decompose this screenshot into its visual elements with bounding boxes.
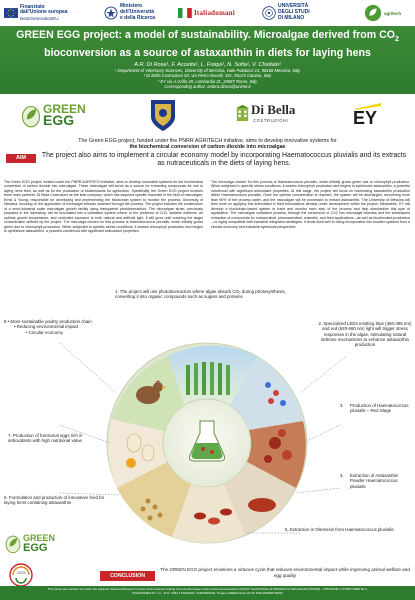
unimi-line2: DEGLI STUDI xyxy=(278,9,310,16)
unime-crest-icon xyxy=(148,97,178,133)
corresponding-author: Corresponding author: ambra.dirosa@unime.it xyxy=(164,83,251,89)
aim-text: The project also aims to implement a circular economy model by incorporating Haematococcus pluvialis and its extracts as nutraceuticals in the diets of laying hens. xyxy=(41,152,407,168)
affiliation-1: ¹ Department of Veterinary Sciences, University of Messina, viale Palatucci 13, 98168 Messina, Italy xyxy=(114,68,301,74)
intro-line1: The Green EGG project, funded under the PNRR AGRITECH initiative, aims to develop innovative systems for xyxy=(78,138,337,144)
eu-logo-line2: dall'Unione europea xyxy=(20,9,68,16)
sponsor-logos-bar xyxy=(0,0,415,26)
unimi-seal-icon xyxy=(262,6,276,20)
dibella-subtitle: COSTRUZIONI xyxy=(253,118,289,123)
small-logo-egg: EGG xyxy=(23,542,48,554)
italian-emblem-icon xyxy=(104,6,118,20)
step-8-block xyxy=(4,319,114,335)
affiliation-3: ³ EY via A.Grillo 49, Lombardia 31, 20087 Rome, Italy xyxy=(157,78,258,84)
title-subscript: 2 xyxy=(395,36,399,44)
step-1-text: 1. The project will use photobioreactors where algae absorb CO₂ during photosynthesis, converting it into organic compounds such as sugars and proteins xyxy=(115,289,286,300)
italiadomani-text: Italiadomani xyxy=(194,9,235,17)
unimi-logo xyxy=(262,2,310,24)
funding-footer: This study was carried out within the Agritech National Research Center and received funding from the European Union Next-GenerationEU (PIANO NAZIONALE DI RIPRESA E RESILIENZA (PNRR) – MISSIONE 4 COMPONENTE 2, INVESTIMENTO 1.4 – D.D. 1032 17/06/2022, CN00000022). Project GREEN EGG (CUP J93C22000070009) xyxy=(0,586,415,600)
affiliation-2: ² Di Bella Costruzioni Srl, via Pietro Novelli, 151, 95125 Catania, Italy xyxy=(143,73,272,79)
agritech-leaf-icon xyxy=(364,4,382,22)
agritech-logo xyxy=(364,2,401,24)
green-egg-logo xyxy=(20,98,86,134)
green-egg-word-green: GREEN xyxy=(43,102,86,116)
step-3-text: Production of Haematococcus pluvialis – Red Stage xyxy=(350,403,409,414)
project-partner-logos xyxy=(0,94,415,138)
right-text-column: The microalga chosen for this process is Haematococcus pluvialis, which initially grows green due to chlorophyll production. When subjected to specific stress conditions, it ceases chlorophyll production and begins to synthesize astaxanthin, a powerful carotenoid with significant antioxidant properties. At this stage, the project will focus on maximizing astaxanthin production within Haematococcus pluvialis. Once the optimal concentration is reached, the system will be discharged, recovering more than 90% of the process water, and the microalgae will be processed to extract astaxanthin. The University of Messina will then work on applying this antioxidant in feed formulations already under development within the project. Meanwhile, EY will develop a blockchain-based system to trace and monitor each step of the process and help standardize this type of application. The microalgae cultivation process, through the conversion of CO2 into microalgal biomass and the subsequent extraction of compounds for nutraceutical, pharmaceutical, cosmetic, and feed applications—as well as biostimulant production—is highly compatible with industrial integration strategies. It lends itself well to being incorporated into broader systems from a circular economy and industrial symbiosis perspective. xyxy=(211,180,410,229)
agritech-text: agritech xyxy=(384,10,402,16)
small-logo-green: GREEN xyxy=(23,533,56,543)
unimi-line3: DI MILANO xyxy=(278,14,305,21)
step-7-text: 7. Production of functional eggs rich in antioxidants with high nutritional value xyxy=(8,433,83,444)
ministry-line2: dell'Università xyxy=(120,9,154,16)
step-3-number: 3. xyxy=(340,403,344,408)
eu-logo-line1: Finanziato xyxy=(20,3,45,10)
dibella-name: Di Bella xyxy=(251,102,296,117)
ministry-line1: Ministero xyxy=(120,3,143,10)
green-egg-word-egg: EGG xyxy=(43,112,75,128)
conclusion-text: The GREEN EGG project envisions a virtuous cycle that reduces environmental impact while improving animal welfare and egg quality xyxy=(160,567,410,578)
dibella-logo xyxy=(236,102,306,128)
eu-logo xyxy=(4,2,68,24)
title-line1: GREEN EGG project: a model of sustainability. Microalgae derived from CO xyxy=(16,29,395,41)
italia-flag-icon xyxy=(178,6,192,20)
eu-flag-icon xyxy=(4,6,18,20)
ey-text: EY xyxy=(353,108,378,128)
ministry-line3: e della Ricerca xyxy=(120,14,156,21)
dibella-building-icon xyxy=(236,104,249,122)
astaxanthin-powder xyxy=(248,498,276,512)
process-cycle-diagram xyxy=(0,283,415,571)
conclusion-label: CONCLUSION xyxy=(100,571,155,581)
egg-leaf-icon-small xyxy=(4,531,22,555)
espn-year: 2025 xyxy=(16,570,26,575)
title-line2: bioconversion as a source of astaxanthin in diets for laying hens xyxy=(44,46,371,59)
step-8-bullet-1: • Reducing environmental impact xyxy=(14,324,79,330)
step-4-number: 4. xyxy=(340,473,344,478)
aim-label: AIM xyxy=(6,154,36,163)
unimi-line1: UNIVERSITÀ xyxy=(278,3,309,10)
aim-section xyxy=(4,152,411,178)
step-2-text: 2. Specialized LEDs emitting blue (450-495 nm) and red (620-660 nm) light will trigger stress responses in the algae, stimulating natural defense mechanisms to enhance astaxanthin production xyxy=(318,321,412,348)
step-3-block xyxy=(340,403,412,414)
poster-title xyxy=(0,29,415,59)
step-4-text: Extraction of Astaxanthin Powder Haematococcus pluvialis xyxy=(350,473,399,489)
step-6-text: 6. Formulation and production of innovative feed for laying hens containing astaxanthin xyxy=(4,495,105,506)
step-5-text: 5. Extraction in Oleoresin from Haematococcus pluvialis xyxy=(285,527,394,532)
conclusion-section xyxy=(0,565,415,585)
step-8-title: 8 • More sustainable poultry production chain xyxy=(4,319,92,324)
left-text-column: The Green EGG project, funded under the PNRR AGRITECH initiative, aims to develop innovative systems for the biochemical conversion of carbon dioxide into microalgae. These microalgae will serve as a source for extracting compounds for use in laying hens feed, as well as for the production of biostimulants for agriculture. Specifically, the Green EGG project involves three main partners: Di Bella Costruzioni as the lead company, which has acquired specific expertise in the field of microalgae; Ernst & Young, responsible for developing and implementing the blockchain system to monitor the process; University of Messina, focusing on the application of microalgal extracts obtained through the process. The project includes the construction of a semi-industrial scale microalgae growth facility using transparent photobioreactors. The microalgae strain, previously prepared in the laboratory, will be inoculated into a cultivation system where, in the presence of CO2, suitable nutrients, an optimal growth temperature, and controlled exposure to both natural and artificial light, it will grow until reaching the target concentration defined by the project. The microalga chosen for this process is Haematococcus pluvialis, which initially grows green due to chlorophyll production. When subjected to specific stress conditions, it ceases chlorophyll production and begins to synthesize astaxanthin, a powerful carotenoid with significant antioxidant properties. xyxy=(4,180,203,233)
poster-header xyxy=(0,26,415,94)
egg-leaf-icon xyxy=(20,101,42,129)
ministry-logo xyxy=(104,2,155,24)
ey-logo xyxy=(347,100,387,130)
step-8-bullet-2: • Circular economy xyxy=(26,329,63,335)
intro-line2: the biochemical conversion of carbon dioxide into microalgae xyxy=(129,144,286,151)
italiadomani-logo xyxy=(178,2,235,24)
step-4-block xyxy=(340,473,410,489)
authors: A.R. Di Rosa¹, F. Accetta¹, L. Foiqui¹, N. Sofia², V. Chiofalo¹ xyxy=(134,62,281,69)
green-egg-logo-small xyxy=(4,531,64,561)
intro-statement xyxy=(4,138,411,151)
eu-logo-line3: NextGenerationEU xyxy=(20,16,59,22)
